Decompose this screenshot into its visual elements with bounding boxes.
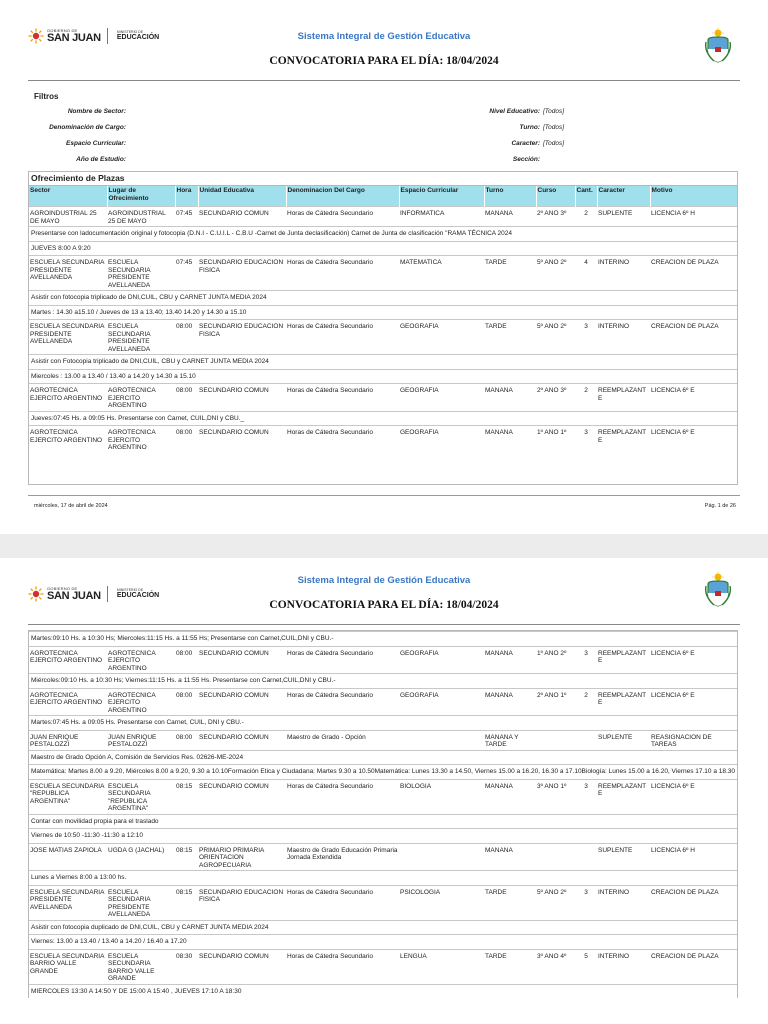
table-row <box>29 688 737 716</box>
table-cell <box>399 730 484 750</box>
table-cell <box>575 730 597 750</box>
table-cell: 07:45 <box>175 207 198 227</box>
table-cell: LICENCIA 6º H <box>650 843 737 871</box>
table-cell: AGROTECNICA EJERCITO ARGENTINO <box>107 688 175 716</box>
table-cell: 08:00 <box>175 426 198 453</box>
table-cell: 08:30 <box>175 949 198 984</box>
table-cell: JOSE MATIAS ZAPIOLA <box>29 843 107 871</box>
table-cell: 1º ANO 1º <box>536 426 575 453</box>
table-row <box>29 256 737 291</box>
table-cell: Horas de Cátedra Secundario <box>286 688 399 716</box>
table-cell <box>399 843 484 871</box>
row-note: JUEVES 8:00 A 9:20 <box>29 241 737 256</box>
note-row <box>29 920 737 935</box>
filter-label: Denominación de Cargo: <box>49 124 126 131</box>
table-row <box>29 779 737 814</box>
table-cell: 2º ANO 3º <box>536 207 575 227</box>
table-cell: 2 <box>575 384 597 412</box>
table-row <box>29 207 737 227</box>
table-cell <box>536 730 575 750</box>
table-cell: Maestro de Grado - Opción <box>286 730 399 750</box>
table-cell: Horas de Cátedra Secundario <box>286 256 399 291</box>
page-header <box>0 0 768 80</box>
table-cell: 5º ANO 2º <box>536 320 575 355</box>
filter-value: [Todos] <box>543 140 565 147</box>
table-cell: 08:15 <box>175 885 198 920</box>
table-cell: SUPLENTE <box>597 207 650 227</box>
table-cell: INTERINO <box>597 320 650 355</box>
note-row <box>29 984 737 998</box>
table-cell: SUPLENTE <box>597 843 650 871</box>
table-cell: Horas de Cátedra Secundario <box>286 207 399 227</box>
table-row <box>29 384 737 412</box>
table-cell: REASIGNACION DE TAREAS <box>650 730 737 750</box>
table-cell: ESCUELA SECUNDARIA "REPUBLICA ARGENTINA" <box>29 779 107 814</box>
gov-name-text: SAN JUAN <box>47 31 101 44</box>
table-cell: SECUNDARIO EDUCACION FISICA <box>198 885 286 920</box>
row-note: Asistir con fotocopia duplicado de DNI,CUIL, CBU y CARNET JUNTA MEDIA 2024 <box>29 920 737 935</box>
document-title: CONVOCATORIA PARA EL DÍA: 18/04/2024 <box>269 55 499 67</box>
table-cell: ESCUELA SECUNDARIA PRESIDENTE AVELLANEDA <box>29 256 107 291</box>
footer-page-number: Pág. 1 de 26 <box>704 503 736 509</box>
table-cell: SECUNDARIO COMUN <box>198 384 286 412</box>
gov-small-text: GOBIERNO DE <box>47 585 78 591</box>
note-row <box>29 241 737 256</box>
table-cell: Horas de Cátedra Secundario <box>286 320 399 355</box>
header-rule <box>28 80 740 81</box>
table-cell: Horas de Cátedra Secundario <box>286 384 399 412</box>
table-cell: LENGUA <box>399 949 484 984</box>
table-cell: REEMPLAZANTE <box>597 779 650 814</box>
table-cell: INTERINO <box>597 256 650 291</box>
row-note: Maestro de Grado Opción A, Comisión de Servicios Res. 02626-ME-2024 <box>29 750 737 765</box>
table-cell: ESCUELA SECUNDARIA PRESIDENTE AVELLANEDA <box>107 320 175 355</box>
column-header: Lugar de Ofrecimiento <box>107 186 175 207</box>
note-row <box>29 411 737 426</box>
row-note: Martes:09:10 Hs. a 10:30 Hs; Miercoles:11:15 Hs. a 11:55 Hs; Presentarse con Carnet,CUIL,DNI y CBU.- <box>29 632 737 647</box>
table-cell: 08:00 <box>175 730 198 750</box>
table-cell: 08:00 <box>175 646 198 674</box>
ministry-small-text: MINISTERIO DE <box>116 587 144 592</box>
table-cell: REEMPLAZANTE <box>597 426 650 453</box>
table-cell: 3º ANO 4º <box>536 949 575 984</box>
plazas-table <box>29 186 738 453</box>
table-cell <box>575 843 597 871</box>
table-cell: ESCUELA SECUNDARIA PRESIDENTE AVELLANEDA <box>107 256 175 291</box>
gov-small-text: GOBIERNO DE <box>47 27 78 33</box>
table-cell: CREACION DE PLAZA <box>650 885 737 920</box>
row-note: Miercoles : 13.00 a 13.40 / 13.40 a 14.20 y 14.30 a 15.10 <box>29 369 737 384</box>
table-cell: INFORMATICA <box>399 207 484 227</box>
filter-value: [Todos] <box>543 108 565 115</box>
table-cell: MANANA <box>484 779 536 814</box>
table-cell: SECUNDARIO EDUCACION FISICA <box>198 256 286 291</box>
row-note: Miércoles:09:10 Hs. a 10:30 Hs; Viernes:11:15 Hs. a 11:55 Hs. Presentarse con Carnet,CUIL,DNI y CBU.- <box>29 674 737 689</box>
table-cell: CREACION DE PLAZA <box>650 320 737 355</box>
table-row <box>29 843 737 871</box>
row-note: Presentarse con ladocumentación original y fotocopia (D.N.I - C.U.I.L - C.B.U -Carnet de Junta declasificación) Carnet de Junta de clasificación "RAMA TÉCNICA 2024 <box>29 227 737 242</box>
note-row <box>29 829 737 844</box>
table-cell: Horas de Cátedra Secundario <box>286 885 399 920</box>
row-note: MIERCOLES 13:30 A 14:50 Y DE 15:00 A 15:40 , JUEVES 17:10 A 18:30 <box>29 984 737 998</box>
table-cell: GEOGRAFIA <box>399 646 484 674</box>
column-header: Caracter <box>597 186 650 207</box>
table-cell: LICENCIA 6º H <box>650 207 737 227</box>
table-cell: REEMPLAZANTE <box>597 688 650 716</box>
table-cell: 3 <box>575 779 597 814</box>
table-cell: MATEMATICA <box>399 256 484 291</box>
column-header: Unidad Educativa <box>198 186 286 207</box>
table-cell: ESCUELA SECUNDARIA PRESIDENTE AVELLANEDA <box>29 885 107 920</box>
table-cell: INTERINO <box>597 885 650 920</box>
table-cell: 2º ANO 1º <box>536 688 575 716</box>
filter-label: Espacio Curricular: <box>66 140 126 147</box>
system-title: Sistema Integral de Gestión Educativa <box>297 575 471 586</box>
table-cell: 4 <box>575 256 597 291</box>
note-row <box>29 227 737 242</box>
note-row <box>29 814 737 829</box>
filters-title: Filtros <box>34 92 59 101</box>
row-note: Lunes a Viernes 8:00 a 13:00 hs. <box>29 871 737 886</box>
table-cell: AGROTECNICA EJERCITO ARGENTINO <box>107 646 175 674</box>
filter-label: Año de Estudio: <box>76 156 126 163</box>
column-header: Motivo <box>650 186 737 207</box>
row-note: Jueves:07:45 Hs. a 09:05 Hs. Presentarse con Carnet, CUIL,DNI y CBU._ <box>29 411 737 426</box>
note-row <box>29 291 737 306</box>
table-cell: MANANA <box>484 426 536 453</box>
table-cell: TARDE <box>484 949 536 984</box>
table-cell: TARDE <box>484 885 536 920</box>
note-row <box>29 369 737 384</box>
table-cell: ESCUELA SECUNDARIA BARRIO VALLE GRANDE <box>107 949 175 984</box>
table-cell: 08:00 <box>175 384 198 412</box>
filter-label: Nombre de Sector: <box>67 108 126 115</box>
row-note: Viernes: 13.00 a 13.40 / 13.40 a 14.20 / 16.40 a 17.20 <box>29 935 737 950</box>
table-cell: TARDE <box>484 256 536 291</box>
table-cell: 08:00 <box>175 320 198 355</box>
table-cell: INTERINO <box>597 949 650 984</box>
table-cell: REEMPLAZANTE <box>597 646 650 674</box>
note-row <box>29 765 737 780</box>
ministry-name-text: EDUCACIÓN <box>116 592 160 600</box>
filter-label: Caracter: <box>511 140 540 147</box>
filter-label: Turno: <box>519 124 540 131</box>
table-cell: SECUNDARIO COMUN <box>198 207 286 227</box>
document-title: CONVOCATORIA PARA EL DÍA: 18/04/2024 <box>269 599 499 611</box>
page-footer <box>28 495 740 518</box>
table-row <box>29 426 737 453</box>
note-row <box>29 750 737 765</box>
section-title: Ofrecimiento de Plazas <box>29 172 737 186</box>
table-cell: Horas de Cátedra Secundario <box>286 426 399 453</box>
table-cell: MANANA <box>484 384 536 412</box>
note-row <box>29 632 737 647</box>
plazas-table-continued <box>29 631 737 998</box>
page-header <box>0 558 768 638</box>
table-row <box>29 885 737 920</box>
table-cell: MANANA <box>484 207 536 227</box>
table-cell: AGROTECNICA EJERCITO ARGENTINO <box>29 688 107 716</box>
table-cell: ESCUELA SECUNDARIA BARRIO VALLE GRANDE <box>29 949 107 984</box>
table-cell: Maestro de Grado Educación Primaria Jornada Extendida <box>286 843 399 871</box>
table-cell: LICENCIA 6º E <box>650 426 737 453</box>
filter-value: [Todos] <box>543 124 565 131</box>
note-row <box>29 355 737 370</box>
table-cell: AGROINDUSTRIAL 25 DE MAYO <box>107 207 175 227</box>
table-cell: SUPLENTE <box>597 730 650 750</box>
table-cell: 3 <box>575 426 597 453</box>
table-cell: SECUNDARIO COMUN <box>198 779 286 814</box>
row-note: Asistir con Fotocopia triplicado de DNI,CUIL, CBU y CARNET JUNTA MEDIA 2024 <box>29 355 737 370</box>
table-cell: 2 <box>575 207 597 227</box>
table-cell: LICENCIA 6º E <box>650 646 737 674</box>
table-cell: PRIMARIO PRIMARIA ORIENTACION AGROPECUARIA <box>198 843 286 871</box>
plazas-table-body <box>29 632 737 999</box>
table-cell: SECUNDARIO COMUN <box>198 688 286 716</box>
table-cell: 1º ANO 2º <box>536 646 575 674</box>
table-cell: 5 <box>575 949 597 984</box>
table-cell: GEOGRAFIA <box>399 688 484 716</box>
row-note: Martes:07:45 Hs. a 09:05 Hs. Presentarse con Carnet, CUIL, DNI y CBU.- <box>29 716 737 731</box>
provincial-shield-icon <box>704 572 732 608</box>
gov-name-text: SAN JUAN <box>47 589 101 602</box>
table-cell: AGROINDUSTRIAL 25 DE MAYO <box>29 207 107 227</box>
column-header: Curso <box>536 186 575 207</box>
table-cell: AGROTECNICA EJERCITO ARGENTINO <box>29 646 107 674</box>
row-note: Viernes de 10:50 -11:30 -11:30 a 12:10 <box>29 829 737 844</box>
table-cell: ESCUELA SECUNDARIA PRESIDENTE AVELLANEDA <box>107 885 175 920</box>
table-cell: 2 <box>575 688 597 716</box>
column-header: Turno <box>484 186 536 207</box>
table-cell: CREACION DE PLAZA <box>650 256 737 291</box>
table-cell: 08:00 <box>175 688 198 716</box>
table-cell: SECUNDARIO COMUN <box>198 949 286 984</box>
note-row <box>29 305 737 320</box>
table-cell: ESCUELA SECUNDARIA "REPUBLICA ARGENTINA" <box>107 779 175 814</box>
table-cell: SECUNDARIO COMUN <box>198 426 286 453</box>
ministry-small-text: MINISTERIO DE <box>116 29 144 34</box>
row-note: Martes : 14.30 a15.10 / Jueves de 13 a 13.40; 13.40 14.20 y 14.30 a 15.10 <box>29 305 737 320</box>
column-header: Denominacion Del Cargo <box>286 186 399 207</box>
column-header: Hora <box>175 186 198 207</box>
table-cell: GEOGRAFIA <box>399 384 484 412</box>
note-row <box>29 716 737 731</box>
table-cell: JUAN ENRIQUE PESTALOZZI <box>29 730 107 750</box>
table-cell: AGROTECNICA EJERCITO ARGENTINO <box>107 384 175 412</box>
table-row <box>29 320 737 355</box>
table-cell: 3 <box>575 320 597 355</box>
table-cell: AGROTECNICA EJERCITO ARGENTINO <box>29 384 107 412</box>
table-cell: LICENCIA 6º E <box>650 779 737 814</box>
table-cell: GEOGRAFIA <box>399 320 484 355</box>
table-cell: Horas de Cátedra Secundario <box>286 646 399 674</box>
table-cell: LICENCIA 6º E <box>650 688 737 716</box>
table-cell: 3 <box>575 885 597 920</box>
plazas-section <box>28 171 738 485</box>
table-cell: 3 <box>575 646 597 674</box>
table-cell: BIOLOGIA <box>399 779 484 814</box>
column-header: Cant. <box>575 186 597 207</box>
table-cell: 08:15 <box>175 843 198 871</box>
note-row <box>29 674 737 689</box>
footer-date: miércoles, 17 de abril de 2024 <box>34 503 108 509</box>
table-cell <box>536 843 575 871</box>
table-cell: JUAN ENRIQUE PESTALOZZI <box>107 730 175 750</box>
table-cell: CREACION DE PLAZA <box>650 949 737 984</box>
table-cell: PSICOLOGIA <box>399 885 484 920</box>
table-header-row <box>29 186 737 207</box>
table-cell: 08:15 <box>175 779 198 814</box>
table-cell: GEOGRAFIA <box>399 426 484 453</box>
table-cell: MANANA <box>484 646 536 674</box>
table-cell: SECUNDARIO COMUN <box>198 730 286 750</box>
filter-label: Nivel Educativo: <box>489 108 540 115</box>
table-cell: 3º ANO 1º <box>536 779 575 814</box>
column-header: Espacio Curricular <box>399 186 484 207</box>
note-row <box>29 871 737 886</box>
row-note: Asistir con fotocopia triplicado de DNI,CUIL, CBU y CARNET JUNTA MEDIA 2024 <box>29 291 737 306</box>
table-cell: 2º ANO 3º <box>536 384 575 412</box>
page-gap <box>0 534 768 558</box>
table-cell: UGDA G (JACHAL) <box>107 843 175 871</box>
table-cell: LICENCIA 6º E <box>650 384 737 412</box>
table-cell: 5º ANO 2º <box>536 256 575 291</box>
filter-label: Sección: <box>512 156 540 163</box>
ministry-name-text: EDUCACIÓN <box>116 34 160 42</box>
column-header: Sector <box>29 186 107 207</box>
note-row <box>29 935 737 950</box>
table-cell: Horas de Cátedra Secundario <box>286 949 399 984</box>
table-cell: MANANA Y TARDE <box>484 730 536 750</box>
system-title: Sistema Integral de Gestión Educativa <box>297 31 471 42</box>
table-cell: AGROTECNICA EJERCITO ARGENTINO <box>107 426 175 453</box>
table-cell: ESCUELA SECUNDARIA PRESIDENTE AVELLANEDA <box>29 320 107 355</box>
table-cell: Horas de Cátedra Secundario <box>286 779 399 814</box>
table-cell: 5º ANO 2º <box>536 885 575 920</box>
report-page-2 <box>0 558 768 1024</box>
header-rule <box>28 624 740 625</box>
table-cell: MANANA <box>484 843 536 871</box>
table-cell: 07:45 <box>175 256 198 291</box>
row-note: Contar con movilidad propia para el traslado <box>29 814 737 829</box>
table-row <box>29 646 737 674</box>
plazas-section-continued <box>28 630 738 998</box>
table-row <box>29 949 737 984</box>
table-cell: TARDE <box>484 320 536 355</box>
table-cell: SECUNDARIO COMUN <box>198 646 286 674</box>
table-cell: AGROTECNICA EJERCITO ARGENTINO <box>29 426 107 453</box>
row-note: Matemática: Martes 8.00 a 9.20, Miércoles 8.00 a 9.20, 9.30 a 10.10Formación Etica y Ciudadana: Martes 9.30 a 10.50Matemática: Lunes 13.30 a 14.50, Viernes 15.00 a 16.20, 16.30 a 17.10Biología: Lunes 15.00 a 16.20, Viernes 17.10 a 18.30 <box>29 765 737 780</box>
table-cell: SECUNDARIO EDUCACION FISICA <box>198 320 286 355</box>
plazas-table-body <box>29 207 737 453</box>
table-cell: MANANA <box>484 688 536 716</box>
table-row <box>29 730 737 750</box>
provincial-shield-icon <box>704 28 732 64</box>
table-cell: REEMPLAZANTE <box>597 384 650 412</box>
